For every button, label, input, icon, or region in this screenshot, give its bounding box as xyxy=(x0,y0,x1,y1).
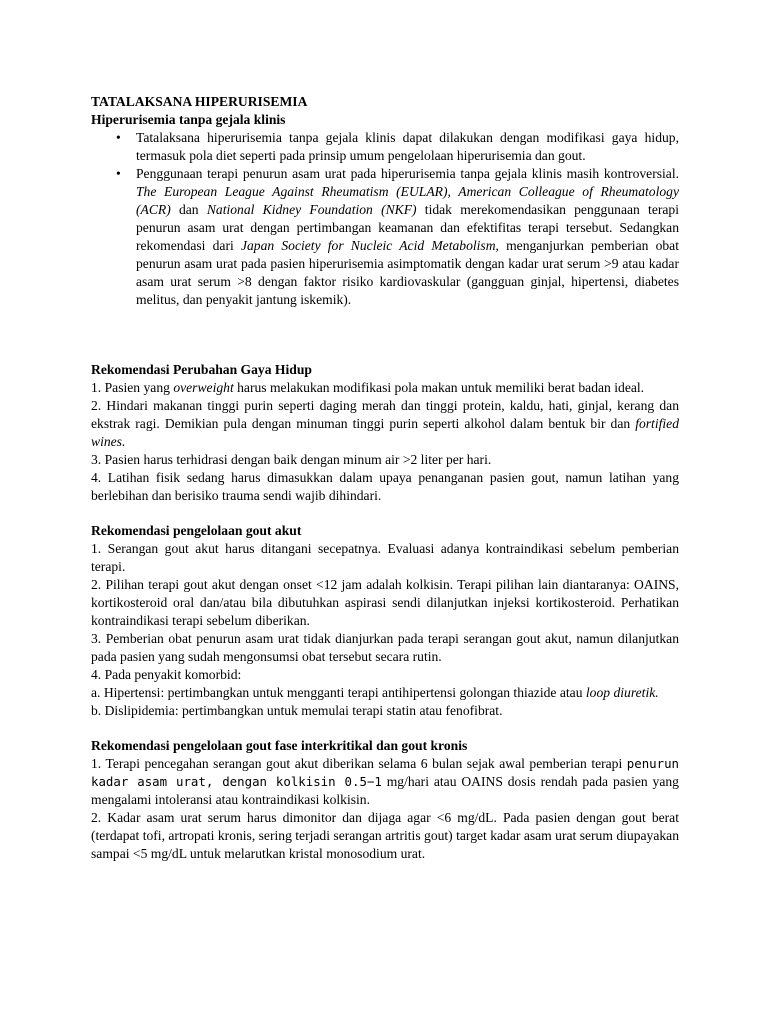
org-name-jsnam: Japan Society for Nucleic Acid Metabolism xyxy=(240,238,496,253)
bullet-icon: • xyxy=(116,130,121,145)
org-name-nkf: National Kidney Foundation (NKF) xyxy=(206,202,417,217)
spacer xyxy=(91,720,679,737)
bullet-list xyxy=(91,129,679,309)
spacer xyxy=(91,505,679,522)
paragraph-text: a. Hipertensi: pertimbangkan untuk mengganti terapi antihipertensi golongan thiazide atau xyxy=(91,685,586,700)
paragraph: 4. Pada penyakit komorbid: xyxy=(91,667,242,682)
paragraph-text: harus melakukan modifikasi pola makan untuk memiliki berat badan ideal. xyxy=(233,380,645,395)
section-heading-lifestyle: Rekomendasi Perubahan Gaya Hidup xyxy=(91,362,312,377)
bullet-text: Penggunaan terapi penurun asam urat pada hiperurisemia tanpa gejala klinis masih kontroversial. xyxy=(136,166,679,181)
monospace-text: penurun kadar asam urat, dengan kolkisin 0.5−1 xyxy=(91,756,679,789)
section-subtitle: Hiperurisemia tanpa gejala klinis xyxy=(91,112,286,127)
paragraph-text: 2. Hindari makanan tinggi purin seperti daging merah dan tinggi protein, kaldu, hati, ginjal, kerang dan ekstrak ragi. Demikian pula dengan minuman tinggi purin seperti alkohol dalam bentuk bir dan xyxy=(91,398,679,431)
paragraph: 2. Pilihan terapi gout akut dengan onset <12 jam adalah kolkisin. Terapi pilihan lain diantaranya: OAINS, kortikosteroid oral dan/atau bila dibutuhkan aspirasi sendi dilanjutkan injeksi kortikosteroid. Perhatikan kontraindikasi terapi sebelum diberikan. xyxy=(91,577,679,628)
bullet-text: tidak merekomendasikan penggunaan terapi penurun asam urat dengan pertimbangan keamanan dan efektifitas terapi tersebut. Sedangkan rekomendasi dari xyxy=(136,202,679,253)
bullet-text: Tatalaksana hiperurisemia tanpa gejala klinis dapat dilakukan dengan modifikasi gaya hidup, termasuk pola diet seperti pada prinsip umum pengelolaan hiperurisemia dan gout. xyxy=(136,130,679,163)
paragraph xyxy=(91,397,679,451)
section-heading-chronic-gout: Rekomendasi pengelolaan gout fase interkritikal dan gout kronis xyxy=(91,738,468,753)
paragraph-text: 1. Pasien yang xyxy=(91,380,174,395)
section-heading-acute-gout: Rekomendasi pengelolaan gout akut xyxy=(91,523,302,538)
italic-term: loop diuretik. xyxy=(585,685,659,700)
paragraph: b. Dislipidemia: pertimbangkan untuk memulai terapi statin atau fenofibrat. xyxy=(91,703,503,718)
paragraph xyxy=(91,684,679,702)
paragraph: 4. Latihan fisik sedang harus dimasukkan dalam upaya penanganan pasien gout, namun latihan yang berlebihan dan berisiko trauma sendi wajib dihindari. xyxy=(91,470,679,503)
paragraph xyxy=(91,755,679,809)
bullet-text: , menganjurkan pemberian obat penurun asam urat pada pasien hiperurisemia asimptomatik dengan kadar urat serum >9 atau kadar asam urat serum >8 dengan faktor risiko kardiovaskular (gangguan ginjal, hipertensi, diabetes melitus, dan penyakit jantung iskemik). xyxy=(136,238,679,307)
paragraph-text: 1. Terapi pencegahan serangan gout akut diberikan selama 6 bulan sejak awal pemberian terapi xyxy=(91,756,627,771)
italic-term: overweight xyxy=(173,380,234,395)
document-content xyxy=(91,93,679,863)
paragraph xyxy=(91,379,679,397)
paragraph: 3. Pemberian obat penurun asam urat tidak dianjurkan pada terapi serangan gout akut, namun dilanjutkan pada pasien yang sudah mengonsumsi obat tersebut secara rutin. xyxy=(91,631,679,664)
bullet-item xyxy=(91,129,679,165)
paragraph: 1. Serangan gout akut harus ditangani secepatnya. Evaluasi adanya kontraindikasi sebelum pemberian terapi. xyxy=(91,541,679,574)
paragraph: 3. Pasien harus terhidrasi dengan baik dengan minum air >2 liter per hari. xyxy=(91,452,492,467)
paragraph-text: mg/hari atau OAINS dosis rendah pada pasien yang mengalami intoleransi atau kontraindikasi kolkisin. xyxy=(91,774,679,807)
italic-term: fortified wines. xyxy=(91,416,679,449)
paragraph: 2. Kadar asam urat serum harus dimonitor dan dijaga agar <6 mg/dL. Pada pasien dengan gout berat (terdapat tofi, artropati kronis, sering terjadi serangan artritis gout) target kadar asam urat serum diupayakan sampai <5 mg/dL untuk melarutkan kristal monosodium urat. xyxy=(91,810,679,861)
bullet-text: dan xyxy=(170,202,207,217)
document-title: TATALAKSANA HIPERURISEMIA xyxy=(91,94,308,109)
bullet-icon: • xyxy=(116,166,121,181)
spacer xyxy=(91,309,679,361)
org-names-eular-acr: The European League Against Rheumatism (EULAR), American Colleague of Rheumatology (ACR) xyxy=(136,184,679,217)
bullet-item xyxy=(91,165,679,309)
